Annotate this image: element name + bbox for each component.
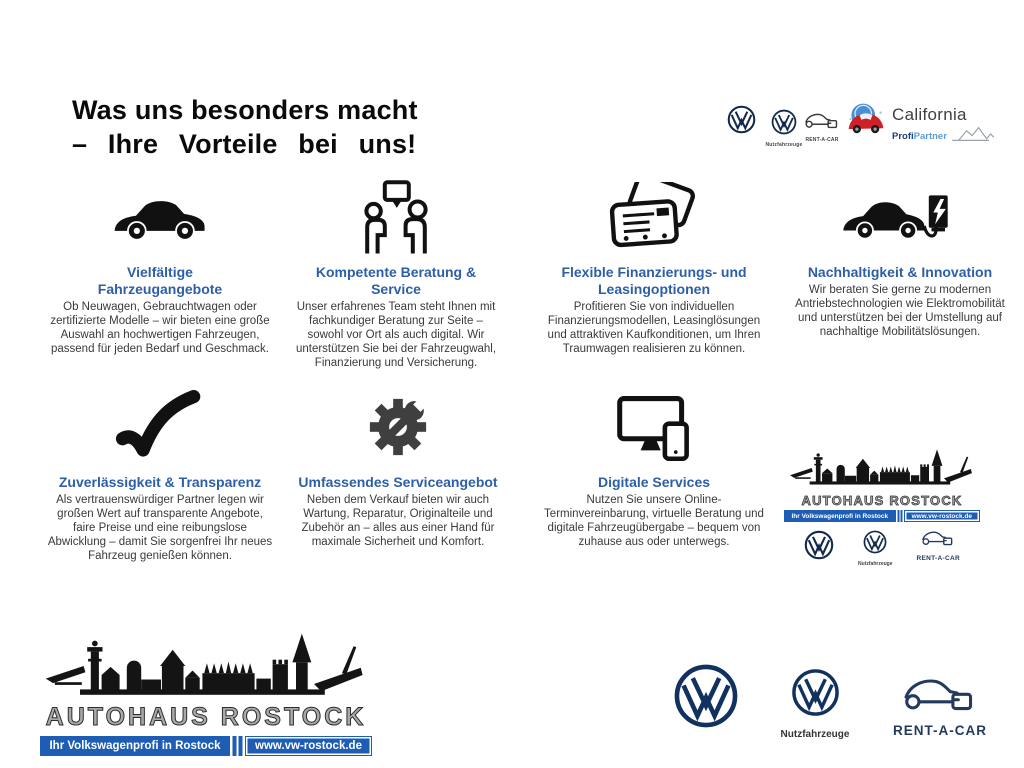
feature-reliability xyxy=(46,386,274,563)
vw-nutzfahrzeuge-logo xyxy=(777,668,853,740)
beetle-car-icon xyxy=(845,101,887,139)
car-icon xyxy=(46,176,274,258)
feature-heading: Umfassendes Serviceangebot xyxy=(298,474,498,490)
feature-body: Ob Neuwagen, Gebrauchtwagen oder zertifizierte Modelle – wir bieten eine große Auswahl an hochwertigen Fahrzeugen, passend für jeden Bedarf und Geschmack. xyxy=(50,300,270,355)
feature-body: Als vertrauenswürdiger Partner legen wir großen Wert auf transparente Angebote, faire Preise und eine reibungslose Abwicklung – damit Sie sorgenfrei Ihr neues Fahrzeug genießen können. xyxy=(47,493,273,562)
service-gear-wrench-icon xyxy=(288,386,508,468)
rostock-skyline-icon xyxy=(789,446,975,490)
nutzfahrzeuge-label: Nutzfahrzeuge xyxy=(765,142,803,148)
feature-heading: Flexible Finanzierungs- und Leasingoptionen xyxy=(561,264,747,297)
feature-heading: Nachhaltigkeit & Innovation xyxy=(807,264,993,280)
mountains-icon xyxy=(951,126,995,142)
rent-a-car-label: RENT-A-CAR xyxy=(805,137,839,143)
feature-digital-services xyxy=(540,386,768,549)
vw-logo-icon xyxy=(863,530,887,554)
feature-sustainability xyxy=(786,176,1014,339)
california-profipartner-logo xyxy=(892,105,995,142)
dealer-tagline-bar xyxy=(784,510,980,522)
checkmark-icon xyxy=(46,386,274,468)
feature-consulting xyxy=(290,176,502,370)
electric-car-icon xyxy=(786,176,1014,258)
dealer-tagline: Ihr Volkswagenprofi in Rostock xyxy=(784,510,896,522)
vw-logo-icon xyxy=(791,668,840,717)
car-key-icon xyxy=(804,112,840,130)
dealer-logo-block-small xyxy=(784,446,980,567)
feature-heading: Kompetente Beratung & Service xyxy=(315,264,477,297)
nutzfahrzeuge-label: Nutzfahrzeuge xyxy=(858,561,893,567)
dealer-name: AUTOHAUS ROSTOCK xyxy=(45,703,367,731)
feature-heading: Zuverlässigkeit & Transparenz xyxy=(58,474,262,490)
dealer-logo-block-large xyxy=(40,630,372,756)
feature-heading: Vielfältige Fahrzeugangebote xyxy=(97,264,223,297)
vw-logo xyxy=(727,105,756,139)
profi-label: Profi xyxy=(892,131,914,142)
rostock-skyline-icon xyxy=(40,630,372,702)
vw-logo-icon xyxy=(673,663,739,729)
vw-logo-icon xyxy=(771,109,797,135)
feature-body: Wir beraten Sie gerne zu modernen Antriebstechnologien wie Elektromobilität und unterstützen bei der Umstellung auf nachhaltige Mobilitätslösungen. xyxy=(795,283,1005,338)
consultation-icon xyxy=(290,176,502,258)
dealer-tagline-bar xyxy=(40,736,372,756)
feature-financing xyxy=(538,176,770,356)
feature-body: Unser erfahrenes Team steht Ihnen mit fachkundiger Beratung zur Seite – sowohl vor Ort als auch digital. Wir unterstützen Sie bei der Fahrzeugwahl, Finanzierung und Versicherung. xyxy=(295,300,497,369)
dealer-name: AUTOHAUS ROSTOCK xyxy=(801,493,963,508)
vw-logo xyxy=(673,663,739,734)
car-key-icon xyxy=(921,530,955,547)
monitor-phone-icon xyxy=(540,386,768,468)
rent-a-car-label: RENT-A-CAR xyxy=(916,555,960,562)
page-title-line1: Was uns besonders macht xyxy=(72,95,418,125)
feature-service xyxy=(288,386,508,549)
vw-nutzfahrzeuge-logo xyxy=(858,530,892,567)
car-key-icon xyxy=(902,676,978,714)
feature-body: Neben dem Verkauf bieten wir auch Wartung, Reparatur, Originalteile und Zubehör an – alles aus einer Hand für maximale Sicherheit und Komfort. xyxy=(301,493,495,548)
page-title xyxy=(72,94,418,162)
california-label: California xyxy=(892,105,967,124)
rent-a-car-logo xyxy=(878,676,1002,738)
rent-a-car-label: RENT-A-CAR xyxy=(893,723,987,738)
rent-a-car-logo xyxy=(917,530,960,562)
vw-logo-icon xyxy=(727,105,756,134)
nutzfahrzeuge-label: Nutzfahrzeuge xyxy=(780,729,850,740)
beetle-service-logo xyxy=(845,101,887,144)
financing-icon xyxy=(538,176,770,258)
feature-body: Profitieren Sie von individuellen Finanzierungsmodellen, Leasinglösungen und attraktiven Kaufkonditionen, um Ihren Traumwagen realisieren zu können. xyxy=(547,300,761,355)
vw-logo xyxy=(804,530,834,565)
bar-separator xyxy=(896,510,904,522)
feature-heading: Digitale Services xyxy=(597,474,711,490)
vw-logo-icon xyxy=(804,530,834,560)
rent-a-car-logo xyxy=(801,112,843,143)
partner-label: Partner xyxy=(913,131,947,142)
dealer-website: www.vw-rostock.de xyxy=(904,510,980,522)
page-title-line2: – Ihre Vorteile bei uns! xyxy=(72,128,417,159)
dealer-tagline: Ihr Volkswagenprofi in Rostock xyxy=(40,736,230,756)
feature-vehicle-offers xyxy=(46,176,274,356)
dealer-website: www.vw-rostock.de xyxy=(245,736,372,756)
feature-body: Nutzen Sie unsere Online-Terminvereinbarung, virtuelle Beratung und digitale Fahrzeugübergabe – bequem von zuhause aus oder unterwegs. xyxy=(544,493,764,548)
bar-separator xyxy=(230,736,245,756)
